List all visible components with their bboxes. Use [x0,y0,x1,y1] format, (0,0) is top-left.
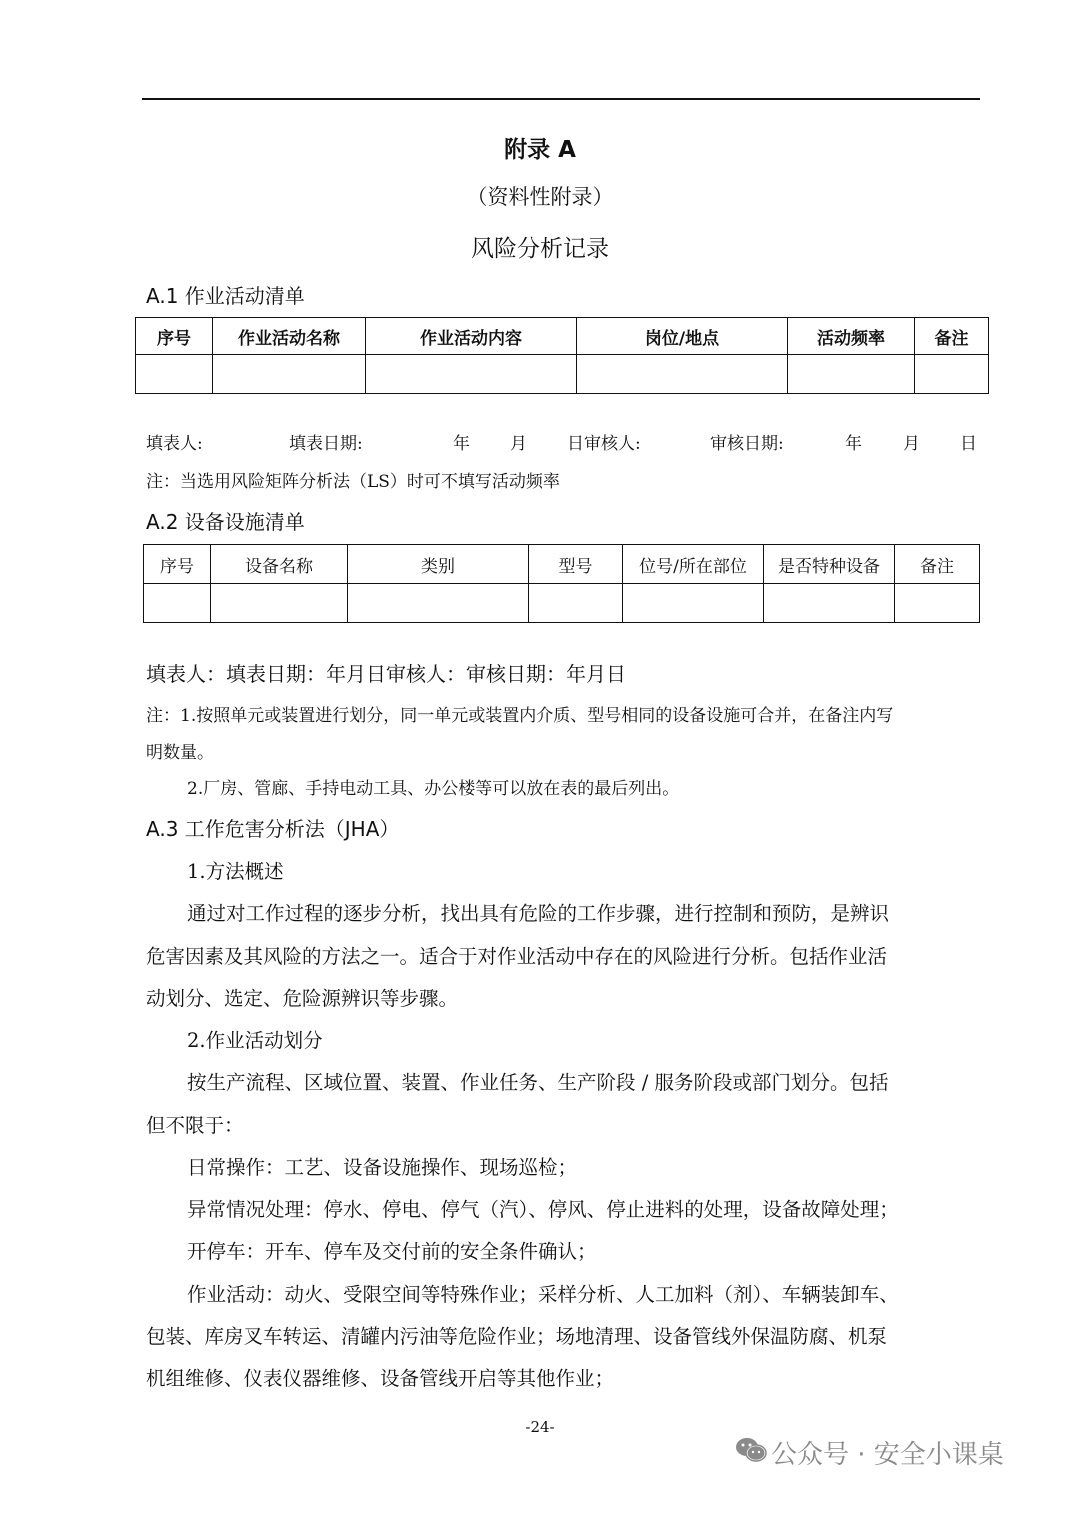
a3-paragraph: 按生产流程、区域位置、装置、作业任务、生产阶段 / 服务阶段或部门划分。包括 [187,1071,889,1094]
header-cell: 作业活动内容 [366,318,577,355]
watermark [735,1430,1055,1470]
empty-cell [623,584,764,623]
a1-signature-line [0,429,1080,453]
empty-cell [529,584,623,623]
a3-list-item-cont: 包装、库房叉车转运、清罐内污油等危险作业；场地清理、设备管线外保温防腐、机泵 [146,1325,888,1348]
equipment-list-table [143,544,980,623]
fill-date-label: 填表日期: [289,434,363,454]
header-cell: 型号 [529,545,623,584]
a2-signature-line: 填表人：填表日期：年月日审核人：审核日期：年月日 [146,662,626,686]
page-number: -24- [525,1418,555,1436]
empty-cell [136,355,213,394]
header-cell: 是否特种设备 [764,545,895,584]
header-cell: 类别 [348,545,529,584]
a3-paragraph: 危害因素及其风险的方法之一。适合于对作业活动中存在的风险进行分析。包括作业活 [146,945,888,968]
header-cell: 活动频率 [788,318,915,355]
a2-note1: 注：1.按照单元或装置进行划分，同一单元或装置内介质、型号相同的设备设施可合并，在备注内写 [146,706,894,726]
day-reviewer-label: 日审核人: [567,434,641,454]
a3-list-item: 异常情况处理：停水、停电、停气（汽）、停风、停止进料的处理，设备故障处理； [187,1198,899,1221]
header-cell: 设备名称 [211,545,348,584]
a2-note2: 2.厂房、管廊、手持电动工具、办公楼等可以放在表的最后列出。 [187,779,680,799]
header-cell: 序号 [144,545,211,584]
a3-paragraph: 动划分、选定、危险源辨识等步骤。 [146,987,459,1010]
activity-list-table [135,317,989,394]
header-rule [142,98,980,100]
appendix-title: 附录 A [504,137,576,163]
header-cell: 作业活动名称 [213,318,366,355]
a2-heading: A.2 设备设施清单 [146,510,305,534]
header-cell: 备注 [895,545,980,584]
empty-cell [764,584,895,623]
review-date-label: 审核日期: [710,434,784,454]
empty-cell [895,584,980,623]
a2-note1-cont: 明数量。 [146,743,214,763]
table-header-row [144,545,980,584]
a3-section1-title: 1.方法概述 [187,860,284,883]
table-row [136,355,989,394]
empty-cell [788,355,915,394]
record-title: 风险分析记录 [471,236,609,262]
watermark-text: 公众号 · 安全小课桌 [771,1440,1004,1470]
year-label: 年 [453,434,470,454]
month-label: 月 [903,434,920,454]
a3-paragraph: 但不限于： [146,1114,244,1137]
a3-list-item-cont: 机组维修、仪表仪器维修、设备管线开启等其他作业； [146,1367,615,1390]
appendix-subtitle: （资料性附录） [466,185,614,209]
empty-cell [211,584,348,623]
month-label: 月 [510,434,527,454]
empty-cell [577,355,788,394]
empty-cell [915,355,989,394]
a3-list-item: 作业活动：动火、受限空间等特殊作业；采样分析、人工加料（剂）、车辆装卸车、 [187,1283,899,1306]
a1-heading: A.1 作业活动清单 [146,284,305,308]
filler-label: 填表人: [146,434,203,454]
a3-list-item: 日常操作：工艺、设备设施操作、现场巡检； [187,1156,578,1179]
header-cell: 岗位/地点 [577,318,788,355]
table-header-row [136,318,989,355]
header-cell: 位号/所在部位 [623,545,764,584]
empty-cell [348,584,529,623]
a1-note: 注：当选用风险矩阵分析法（LS）时可不填写活动频率 [146,472,560,492]
a3-section2-title: 2.作业活动划分 [187,1029,323,1052]
a3-list-item: 开停车：开车、停车及交付前的安全条件确认； [187,1240,597,1263]
wechat-icon [735,1436,767,1464]
year-label: 年 [845,434,862,454]
empty-cell [144,584,211,623]
a3-paragraph: 通过对工作过程的逐步分析，找出具有危险的工作步骤，进行控制和预防，是辨识 [187,902,890,925]
header-cell: 序号 [136,318,213,355]
day-label: 日 [960,434,977,454]
table-row [144,584,980,623]
empty-cell [213,355,366,394]
empty-cell [366,355,577,394]
a3-heading: A.3 工作危害分析法（JHA） [146,817,400,841]
header-cell: 备注 [915,318,989,355]
